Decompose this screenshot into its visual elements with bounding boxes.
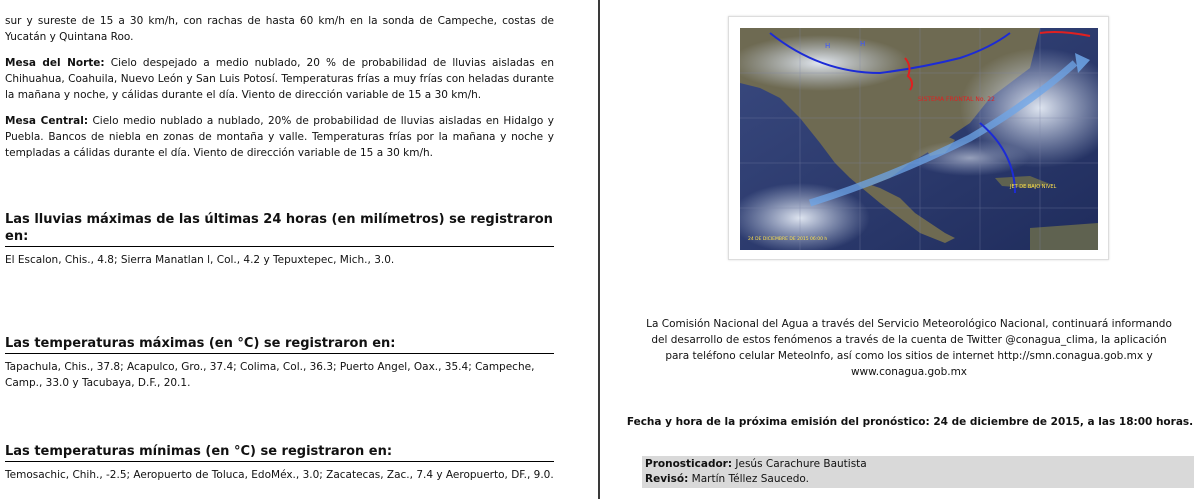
mesa-norte-text: Cielo despejado a medio nublado, 20 % de probabilidad de lluvias aisladas en Chihuahua, Coahuila, Nuevo León y San Luis Potosí. Temperaturas frías a muy frías con heladas durante la mañana y noche, y cálidas durante el día. Viento de dirección variable de 15 a 30 km/h. <box>5 57 554 101</box>
tmin-section <box>5 443 554 483</box>
high-pressure-marker-2: H <box>860 40 866 48</box>
next-emission-date: Fecha y hora de la próxima emisión del pronóstico: 24 de diciembre de 2015, a las 18:00 horas. <box>626 416 1194 428</box>
rain-value: El Escalon, Chis., 4.8; Sierra Manatlan l, Col., 4.2 y Tepuxtepec, Mich., 3.0. <box>5 254 395 266</box>
tmax-value: Tapachula, Chis., 37.8; Acapulco, Gro., 37.4; Colima, Col., 36.3; Puerto Angel, Oax., 35.4; Campeche, Camp., 33.0 y Tacubaya, D.F., 20.1. <box>5 361 535 389</box>
mesa-norte-label: Mesa del Norte: <box>5 57 105 69</box>
tmin-value: Temosachic, Chih., -2.5; Aeropuerto de Toluca, EdoMéx., 3.0; Zacatecas, Zac., 7.4 y Aeropuerto, DF., 9.0. <box>5 469 554 481</box>
rain-section <box>5 211 554 268</box>
jet-label: JET DE BAJO NIVEL <box>1010 184 1057 190</box>
forecaster-name: Jesús Carachure Bautista <box>732 458 867 470</box>
tmax-heading: Las temperaturas máximas (en °C) se registraron en: <box>5 335 554 354</box>
mesa-central-label: Mesa Central: <box>5 115 89 127</box>
reviewer-label: Revisó: <box>645 473 689 485</box>
forecaster-label: Pronosticador: <box>645 458 733 470</box>
forecaster-line <box>645 457 1191 472</box>
map-timestamp: 24 DE DICIEMBRE DE 2015 06:00 h <box>748 237 828 242</box>
satellite-map-frame <box>728 16 1109 260</box>
satellite-map <box>740 28 1098 250</box>
signature-box <box>642 456 1194 488</box>
conagua-notice: La Comisión Nacional del Agua a través del Servicio Meteorológico Nacional, continuará informando del desarrollo de estos fenómenos a través de la cuenta de Twitter @conagua_clima, la aplicación para teléfono celular MeteoInfo, así como los sitios de internet http://smn.conagua.gob.mx y www.conagua.gob.mx <box>646 318 1172 378</box>
rain-heading: Las lluvias máximas de las últimas 24 horas (en milímetros) se registraron en: <box>5 211 554 247</box>
mesa-central-paragraph <box>5 113 554 161</box>
mesa-norte-paragraph <box>5 55 554 103</box>
reviewer-line <box>645 472 1191 487</box>
front-system-label: SISTEMA FRONTAL No. 22 <box>918 96 995 103</box>
tmin-heading: Las temperaturas mínimas (en °C) se registraron en: <box>5 443 554 462</box>
high-pressure-marker-1: H <box>825 42 831 50</box>
reviewer-name: Martín Téllez Saucedo. <box>688 473 809 485</box>
mesa-central-text: Cielo medio nublado a nublado, 20% de probabilidad de lluvias aisladas en Hidalgo y Puebla. Bancos de niebla en zonas de montaña y valle. Temperaturas frías por la mañana y noche y templadas a cálidas durante el día. Viento de dirección variable de 15 a 30 km/h. <box>5 115 554 159</box>
column-divider <box>598 0 600 499</box>
intro-continuation: sur y sureste de 15 a 30 km/h, con rachas de hasta 60 km/h en la sonda de Campeche, costas de Yucatán y Quintana Roo. <box>5 15 554 43</box>
satellite-image <box>740 28 1098 250</box>
tmax-section <box>5 335 554 391</box>
